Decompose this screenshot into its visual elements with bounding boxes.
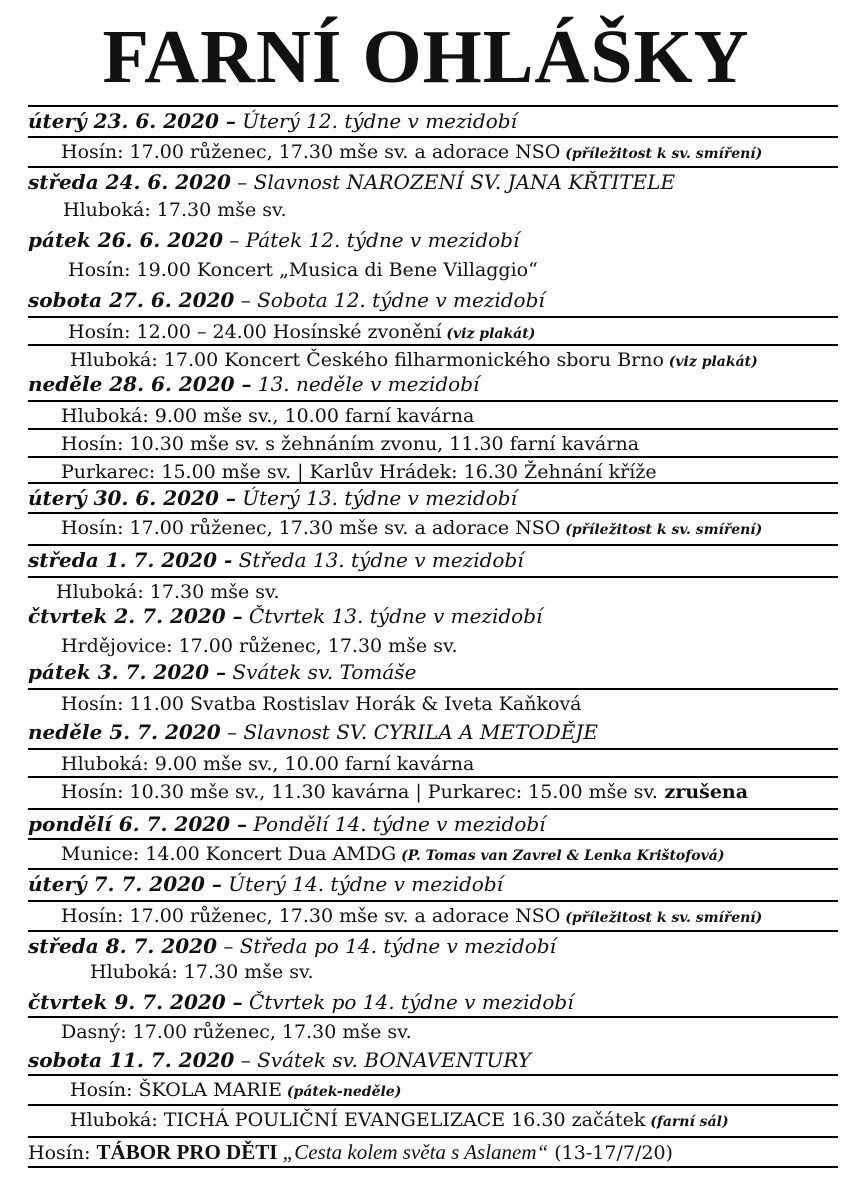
day-heading	[28, 166, 838, 197]
event-text: Hosín: ŠKOLA MARIE	[70, 1079, 283, 1101]
event-text: Hluboká: 17.30 mše sv.	[56, 581, 280, 603]
event-line	[28, 344, 838, 373]
liturgical-day: Čtvrtek 13. týdne v mezidobí	[242, 604, 543, 628]
event-line	[28, 1074, 838, 1103]
event-line	[28, 428, 838, 457]
day-heading	[28, 286, 838, 315]
event-note: (viz plakát)	[441, 326, 536, 342]
liturgical-day: – Svátek sv. BONAVENTURY	[234, 1048, 532, 1072]
event-note: (viz plakát)	[663, 354, 758, 370]
camp-place: Hosín:	[28, 1142, 97, 1164]
day-date: úterý 7. 7. 2020 –	[28, 872, 222, 896]
event-line	[28, 256, 838, 285]
event-text: Hluboká: 9.00 mše sv., 10.00 farní kavárna	[61, 405, 475, 427]
day-date: pondělí 6. 7. 2020 –	[28, 812, 248, 836]
event-text: Hluboká: TICHÁ POULIČNÍ EVANGELIZACE 16.30 začátek	[70, 1109, 646, 1131]
event-note: (farní sál)	[645, 1114, 729, 1130]
camp-title: TÁBOR PRO DĚTI	[96, 1140, 278, 1164]
event-line	[28, 456, 838, 485]
event-line	[28, 136, 838, 165]
day-heading	[28, 930, 838, 961]
liturgical-day: – Slavnost NAROZENÍ SV. JANA KŘTITELE	[230, 170, 676, 194]
event-note: (pátek-neděle)	[282, 1084, 402, 1100]
event-line	[28, 400, 838, 429]
day-heading	[28, 808, 838, 839]
liturgical-day: Pondělí 14. týdne v mezidobí	[247, 812, 546, 836]
day-date: pátek 3. 7. 2020 –	[28, 660, 227, 684]
event-text: Hosín: 11.00 Svatba Rostislav Horák & Iveta Kaňková	[61, 693, 582, 715]
day-heading	[28, 988, 838, 1017]
day-date: úterý 30. 6. 2020 –	[28, 486, 236, 510]
day-heading	[28, 1046, 838, 1075]
day-date: středa 24. 6. 2020	[28, 170, 231, 194]
event-text: Hluboká: 9.00 mše sv., 10.00 farní kavárna	[61, 753, 475, 775]
event-note: (příležitost k sv. smíření)	[560, 910, 763, 926]
event-text: Hosín: 10.30 mše sv., 11.30 kavárna | Purkarec: 15.00 mše sv.	[61, 781, 658, 803]
event-line	[28, 1016, 838, 1045]
day-heading	[28, 602, 838, 631]
day-date: čtvrtek 2. 7. 2020 –	[28, 604, 243, 628]
event-line	[28, 632, 838, 661]
event-text: Purkarec: 15.00 mše sv. | Karlův Hrádek: 16.30 Žehnání kříže	[61, 461, 657, 483]
liturgical-day: – Slavnost SV. CYRILA A METODĚJE	[220, 720, 599, 744]
event-text: Hluboká: 17.30 mše sv.	[63, 199, 287, 221]
liturgical-day: Úterý 14. týdne v mezidobí	[221, 872, 504, 896]
day-date: neděle 5. 7. 2020	[28, 720, 221, 744]
event-line	[28, 958, 838, 987]
event-line	[28, 838, 838, 867]
event-text: Dasný: 17.00 růženec, 17.30 mše sv.	[61, 1021, 412, 1043]
day-date: středa 1. 7. 2020 -	[28, 548, 233, 572]
event-text: Hrdějovice: 17.00 růženec, 17.30 mše sv.	[61, 635, 458, 657]
day-heading	[28, 370, 838, 399]
event-line	[28, 776, 838, 805]
event-status: zrušena	[657, 781, 749, 803]
event-line	[28, 196, 838, 225]
liturgical-day: – Sobota 12. týdne v mezidobí	[234, 288, 545, 312]
event-text: Hluboká: 17.00 Koncert Českého filharmonického sboru Brno	[70, 349, 664, 371]
liturgical-day: Středa 13. týdne v mezidobí	[232, 548, 524, 572]
event-line	[28, 748, 838, 777]
liturgical-day: Svátek sv. Tomáše	[226, 660, 417, 684]
day-date: sobota 27. 6. 2020	[28, 288, 235, 312]
event-line	[28, 512, 838, 541]
camp-dates: (13-17/7/20)	[548, 1142, 673, 1164]
camp-announcement	[28, 1136, 838, 1167]
liturgical-day: Úterý 12. týdne v mezidobí	[235, 109, 517, 133]
event-text: Hosín: 19.00 Koncert „Musica di Bene Villaggio“	[68, 259, 538, 281]
day-date: pátek 26. 6. 2020	[28, 228, 223, 252]
page-title: FARNÍ OHLÁŠKY	[102, 15, 750, 99]
liturgical-day: Úterý 13. týdne v mezidobí	[235, 486, 517, 510]
event-text: Hosín: 17.00 růženec, 17.30 mše sv. a adorace NSO	[61, 141, 561, 163]
day-heading	[28, 482, 838, 513]
event-text: Hosín: 17.00 růženec, 17.30 mše sv. a adorace NSO	[61, 905, 561, 927]
event-note: (P. Tomas van Zavrel & Lenka Krištofová)	[396, 848, 725, 864]
liturgical-day: 13. neděle v mezidobí	[251, 372, 480, 396]
event-text: Hluboká: 17.30 mše sv.	[90, 961, 314, 983]
day-date: neděle 28. 6. 2020 –	[28, 372, 252, 396]
liturgical-day: Čtvrtek po 14. týdne v mezidobí	[242, 990, 574, 1014]
day-heading	[28, 544, 838, 575]
day-heading	[28, 105, 838, 136]
event-line	[28, 688, 838, 717]
day-date: středa 8. 7. 2020	[28, 934, 218, 958]
bottom-divider	[28, 1166, 838, 1168]
liturgical-day: – Středa po 14. týdne v mezidobí	[217, 934, 556, 958]
event-text: Hosín: 17.00 růženec, 17.30 mše sv. a adorace NSO	[61, 517, 561, 539]
event-text: Hosín: 10.30 mše sv. s žehnáním zvonu, 11.30 farní kavárna	[61, 433, 640, 455]
day-date: čtvrtek 9. 7. 2020 –	[28, 990, 243, 1014]
day-heading	[28, 226, 838, 255]
event-note: (příležitost k sv. smíření)	[560, 146, 763, 162]
liturgical-day: – Pátek 12. týdne v mezidobí	[223, 228, 520, 252]
day-date: sobota 11. 7. 2020	[28, 1048, 235, 1072]
day-heading	[28, 658, 838, 687]
day-date: úterý 23. 6. 2020 –	[28, 109, 236, 133]
event-line	[28, 576, 838, 605]
day-heading	[28, 868, 838, 899]
event-note: (příležitost k sv. smíření)	[560, 522, 763, 538]
event-line	[28, 1104, 838, 1133]
event-line	[28, 316, 838, 345]
day-heading	[28, 718, 838, 747]
event-text: Hosín: 12.00 – 24.00 Hosínské zvonění	[68, 321, 442, 343]
event-text: Munice: 14.00 Koncert Dua AMDG	[61, 843, 397, 865]
event-line	[28, 900, 838, 929]
camp-theme: „Cesta kolem světa s Aslanem“	[277, 1140, 549, 1164]
